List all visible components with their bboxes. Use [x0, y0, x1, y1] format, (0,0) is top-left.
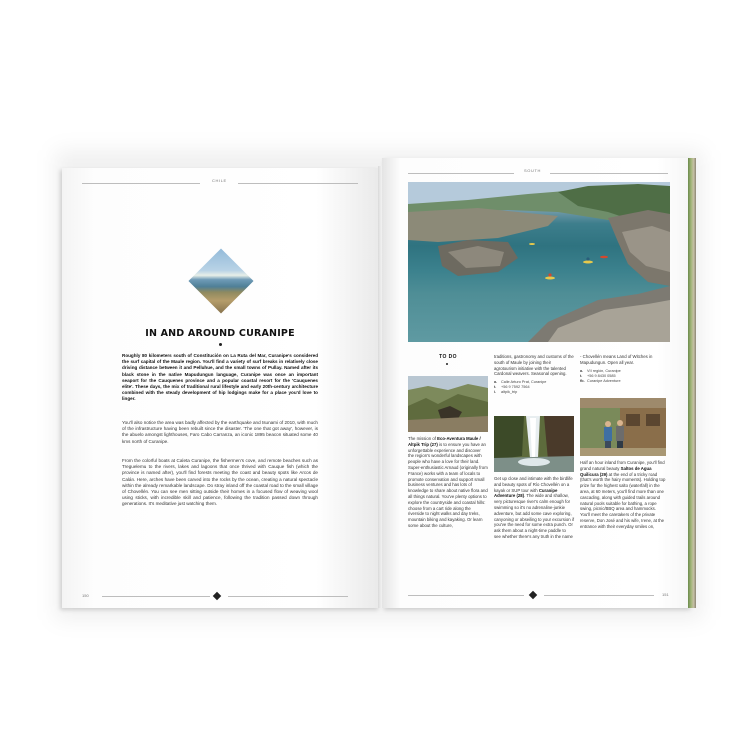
right-running-header	[382, 168, 688, 178]
phone-line: t. +56 9 8430 0585	[580, 373, 616, 378]
right-page	[382, 158, 688, 608]
intro-text: Roughly 80 kilometers south of Constitución on La Ruta del Mar, Curanipe's considered the surf capital of the Maule region. You'll find a variety of surf breaks in relatively close driving distance between it and Pelluhue, and the small towns of Pullay. Named after its black stone in the native Mapudungun language, Curanipe was once an important seaport for the Cauquenes province and a popular coastal resort for the 'Cauquenes elite'. These days, the mix of traditional rural lifestyle and early 20th-century architecture combined with the steady development of hip lodgings make for a place you'd love to linger.	[122, 353, 318, 402]
todo-ornament	[446, 363, 448, 365]
waterfall-photo	[494, 416, 574, 472]
section-title: IN AND AROUND CURANIPE	[145, 328, 295, 339]
right-header-label: SOUTH	[524, 168, 541, 173]
river-kayak-illustration	[408, 182, 670, 342]
saltos-de-agua-name: Saltos de Agua Quilicura (29)	[580, 465, 652, 477]
curanipe-adventure-contact	[580, 369, 666, 384]
phone-line: t. +56 9 7592 7564	[494, 385, 530, 390]
todo-column-2-bottom	[494, 476, 574, 540]
instagram-line: i. altpik_trip	[494, 390, 518, 395]
todo-column-2-top	[494, 354, 574, 395]
col1-intro: The mission of	[408, 436, 436, 441]
col2-bottom-text: . The wide and shallow, very picturesque river's calm enough for swimming so it's no adrenaline-junkie adventure, but add some cave exploring, canyoning or abseiling to your excursion if you've the need for some extra punch. Or ask them about a night-time paddle to see whether there's any truth in the name	[494, 493, 575, 539]
footer-rule	[408, 595, 524, 596]
caretakers-illustration	[580, 398, 666, 456]
left-page	[62, 168, 380, 608]
col2-top-text: traditions, gastronomy and customs of the south of Maule by joining their agrotourism initiative with the talented Cardonal weavers. Seasonal opening.	[494, 354, 574, 377]
todo-column-1	[408, 436, 488, 529]
header-rule	[408, 173, 514, 174]
facebook-line: fb. Curanipe Adventure	[580, 378, 621, 383]
header-rule	[82, 183, 200, 184]
open-book	[62, 158, 696, 608]
footer-diamond-ornament	[213, 592, 221, 600]
caretakers-photo	[580, 398, 666, 456]
waterfall-illustration	[494, 416, 574, 472]
coastal-landscape-image	[188, 248, 253, 313]
eco-aventura-name: Eco-Aventura Maule / Altpik Trip (27)	[408, 436, 481, 447]
address-line: a. Calle Arturo Prat, Curanipe	[494, 380, 547, 385]
intro-paragraph	[122, 353, 318, 403]
paragraph-3: From the colorful boats at Caleta Curanipe, the fishermen's cove, and remote beaches such as Treguelemu to the rivers, lakes and lagoons that once thrived with Cauque fish (which the province is named after), you'll find forests meeting the coast and beauty spots like Arcos de Calán. Here, arches have been carved into the rocks by the ocean, creating a natural spectacle within the already remarkable landscape. Do stray inland off the coastal road to the small village of Chovellén. You can see men sitting outside their homes in a focused flow of weaving wool using sticks, with incredible skill and patience, following the tradition passed down through generations. It's meditative just watching them.	[122, 458, 318, 507]
eco-aventura-contact	[494, 380, 574, 395]
col3-top-text: - Chovellén means Land of Witches in Mapudungun. Open all year.	[580, 354, 653, 365]
left-page-number: 150	[82, 593, 89, 598]
paragraph-2: You'll also notice the area was badly affected by the earthquake and tsunami of 2010, with much of the infrastructure having been rebuilt since the disaster. 'The one that got away', however, is the abuelo amongst lighthouses, Faro Cabo Carranza, an iconic 1895 beacon situated some 40 kms north of Curanipe.	[122, 420, 318, 444]
header-rule	[550, 173, 668, 174]
footer-diamond-ornament	[529, 591, 537, 599]
river-kayak-photo	[408, 182, 670, 342]
col3-intro: Half an hour inland from Curanipe, you'll find grand natural beauty	[580, 460, 665, 471]
left-header-label: CHILE	[212, 178, 227, 183]
diamond-photo	[188, 248, 253, 313]
header-rule	[238, 183, 358, 184]
stacked-page-edges	[688, 158, 696, 608]
todo-heading: TO DO	[439, 354, 457, 360]
col3-body: at the end of a tricky road (that's worth the hairy moments). Holding top prize for the highest salto (waterfall) in the area, at 60 meters, you'll find more than one cascading, along with guided trails around natural pools suitable for bathing, a rope swing, picnic/BBQ area and hammocks. You'll meet the caretakers of the private reserve, Don José and his wife, Irene, at the entrance with their everyday smiles on,	[580, 471, 666, 529]
col2-bottom-intro: Get up close and intimate with the birdlife and beauty spots of Río Chovellén on a kayak or SUP tour with	[494, 476, 573, 493]
footer-rule	[102, 596, 210, 597]
curanipe-adventure-name: Curanipe Adventure (28)	[494, 487, 558, 499]
right-page-number: 151	[662, 592, 669, 597]
left-running-header	[62, 178, 380, 188]
address-line: a. VII región, Curanipe	[580, 368, 621, 373]
footer-rule	[544, 595, 654, 596]
col1-body: is to ensure you have an unforgettable experience and discover the region's wonderful landscapes with people who have a love for their land. Super-enthusiastic Arnaud (originally from France) works with a team of locals to promote conservation and support small business ventures and has lots of knowledge to share about native flora and all things natural. You've plenty options to explore the countryside and coastal hills: choose from a cart ride along the riverside to night walks and day treks, mountain biking and kayaking. Or learn some about the culture,	[408, 441, 488, 528]
footer-rule	[228, 596, 348, 597]
title-ornament	[219, 343, 222, 346]
todo-column-3-top	[580, 354, 666, 384]
eco-aventura-photo	[408, 376, 488, 432]
todo-column-3-bottom	[580, 460, 666, 530]
cave-landscape-illustration	[408, 376, 488, 432]
